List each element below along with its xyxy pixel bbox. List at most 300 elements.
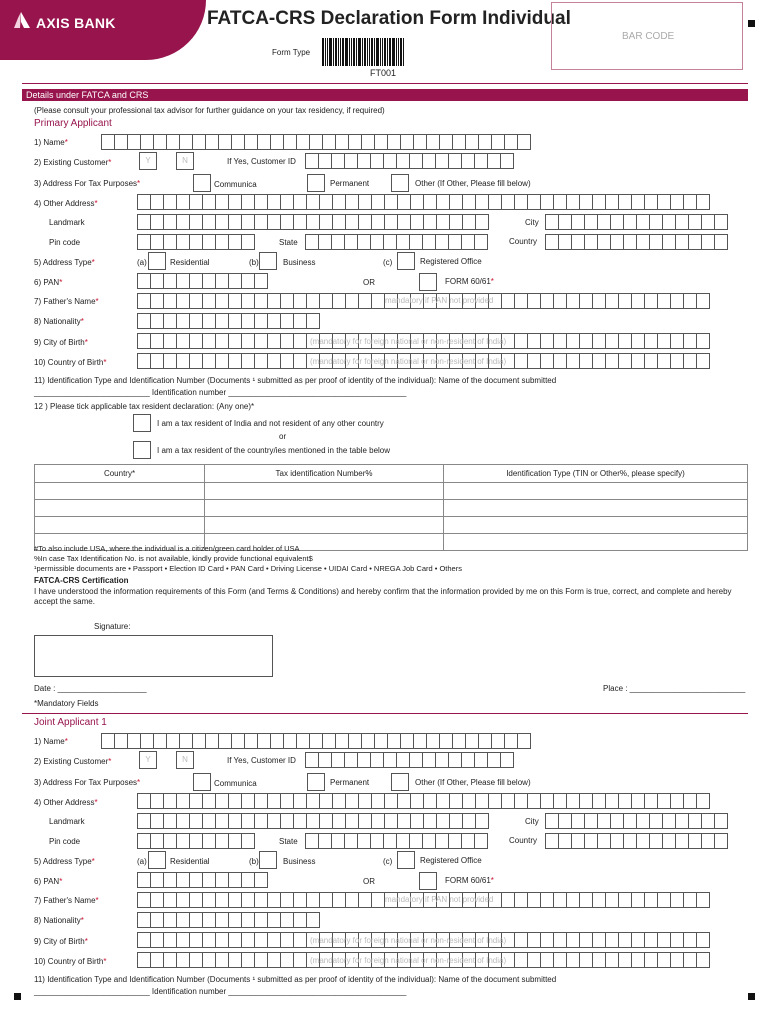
char-cell[interactable] (267, 912, 281, 928)
char-cell[interactable] (383, 153, 397, 169)
char-cell[interactable] (176, 892, 190, 908)
char-cell[interactable] (592, 932, 606, 948)
char-cell[interactable] (257, 733, 271, 749)
char-cell[interactable] (241, 333, 255, 349)
char-cell[interactable] (189, 833, 203, 849)
char-cell[interactable] (267, 932, 281, 948)
char-cell[interactable] (475, 813, 489, 829)
char-cell[interactable] (228, 234, 242, 250)
char-cell[interactable] (358, 813, 372, 829)
tin-cell[interactable] (205, 517, 444, 534)
char-cell[interactable] (228, 833, 242, 849)
char-cell[interactable] (345, 194, 359, 210)
char-cell[interactable] (423, 214, 437, 230)
char-cell[interactable] (436, 813, 450, 829)
char-cell[interactable] (465, 733, 479, 749)
char-cell[interactable] (449, 793, 463, 809)
char-cell[interactable] (605, 793, 619, 809)
char-cell[interactable] (306, 793, 320, 809)
char-cell[interactable] (374, 134, 388, 150)
char-cell[interactable] (241, 872, 255, 888)
char-cell[interactable] (202, 194, 216, 210)
char-cell[interactable] (163, 813, 177, 829)
char-cell[interactable] (623, 214, 637, 230)
char-cell[interactable] (140, 134, 154, 150)
char-cell[interactable] (540, 932, 554, 948)
char-cell[interactable] (280, 952, 294, 968)
char-cell[interactable] (400, 134, 414, 150)
char-cell[interactable] (579, 194, 593, 210)
char-cell[interactable] (163, 313, 177, 329)
char-cell[interactable] (461, 752, 475, 768)
char-cell[interactable] (488, 194, 502, 210)
char-cell[interactable] (241, 793, 255, 809)
char-cell[interactable] (358, 793, 372, 809)
char-cell[interactable] (267, 793, 281, 809)
char-cell[interactable] (631, 353, 645, 369)
char-cell[interactable] (280, 214, 294, 230)
char-cell[interactable] (309, 733, 323, 749)
char-cell[interactable] (501, 892, 515, 908)
char-cell[interactable] (150, 912, 164, 928)
char-cell[interactable] (701, 833, 715, 849)
char-cell[interactable] (176, 952, 190, 968)
char-cell[interactable] (527, 353, 541, 369)
char-cell[interactable] (592, 333, 606, 349)
char-cell[interactable] (423, 194, 437, 210)
char-cell[interactable] (422, 833, 436, 849)
char-cell[interactable] (409, 153, 423, 169)
char-cell[interactable] (358, 293, 372, 309)
char-cell[interactable] (644, 892, 658, 908)
char-cell[interactable] (241, 833, 255, 849)
char-cell[interactable] (296, 733, 310, 749)
char-cell[interactable] (374, 733, 388, 749)
char-cell[interactable] (566, 333, 580, 349)
char-cell[interactable] (202, 813, 216, 829)
char-cell[interactable] (254, 912, 268, 928)
char-cell[interactable] (517, 733, 531, 749)
char-cell[interactable] (636, 833, 650, 849)
char-cell[interactable] (357, 234, 371, 250)
char-cell[interactable] (696, 293, 710, 309)
char-cell[interactable] (474, 234, 488, 250)
char-cell[interactable] (344, 153, 358, 169)
char-cell[interactable] (150, 214, 164, 230)
char-cell[interactable] (176, 932, 190, 948)
char-cell[interactable] (662, 214, 676, 230)
char-cell[interactable] (657, 793, 671, 809)
char-cell[interactable] (306, 214, 320, 230)
char-cell[interactable] (649, 214, 663, 230)
char-cell[interactable] (319, 892, 333, 908)
char-cell[interactable] (228, 813, 242, 829)
char-cell[interactable] (701, 813, 715, 829)
char-cell[interactable] (623, 833, 637, 849)
char-cell[interactable] (228, 194, 242, 210)
char-cell[interactable] (584, 833, 598, 849)
communica-checkbox[interactable] (193, 174, 211, 192)
char-cell[interactable] (179, 134, 193, 150)
city-input[interactable] (545, 813, 728, 829)
char-cell[interactable] (215, 214, 229, 230)
char-cell[interactable] (228, 932, 242, 948)
char-cell[interactable] (293, 952, 307, 968)
char-cell[interactable] (514, 892, 528, 908)
char-cell[interactable] (296, 134, 310, 150)
char-cell[interactable] (670, 194, 684, 210)
char-cell[interactable] (514, 333, 528, 349)
char-cell[interactable] (396, 833, 410, 849)
char-cell[interactable] (280, 313, 294, 329)
char-cell[interactable] (618, 353, 632, 369)
nationality-input[interactable] (137, 912, 320, 928)
char-cell[interactable] (461, 234, 475, 250)
char-cell[interactable] (137, 273, 151, 289)
residential-checkbox[interactable] (148, 851, 166, 869)
char-cell[interactable] (150, 313, 164, 329)
char-cell[interactable] (319, 194, 333, 210)
char-cell[interactable] (487, 752, 501, 768)
char-cell[interactable] (254, 333, 268, 349)
char-cell[interactable] (644, 793, 658, 809)
char-cell[interactable] (474, 752, 488, 768)
id-type-cell[interactable] (444, 534, 748, 551)
char-cell[interactable] (478, 134, 492, 150)
char-cell[interactable] (410, 214, 424, 230)
char-cell[interactable] (670, 353, 684, 369)
char-cell[interactable] (137, 793, 151, 809)
char-cell[interactable] (358, 194, 372, 210)
char-cell[interactable] (331, 234, 345, 250)
char-cell[interactable] (618, 293, 632, 309)
char-cell[interactable] (228, 892, 242, 908)
char-cell[interactable] (584, 813, 598, 829)
char-cell[interactable] (254, 793, 268, 809)
char-cell[interactable] (345, 214, 359, 230)
char-cell[interactable] (202, 214, 216, 230)
char-cell[interactable] (410, 194, 424, 210)
char-cell[interactable] (517, 134, 531, 150)
char-cell[interactable] (500, 752, 514, 768)
char-cell[interactable] (231, 733, 245, 749)
char-cell[interactable] (202, 234, 216, 250)
char-cell[interactable] (545, 234, 559, 250)
customer-id-input[interactable] (305, 153, 514, 169)
char-cell[interactable] (150, 813, 164, 829)
char-cell[interactable] (397, 194, 411, 210)
char-cell[interactable] (436, 793, 450, 809)
char-cell[interactable] (462, 793, 476, 809)
char-cell[interactable] (176, 912, 190, 928)
char-cell[interactable] (305, 153, 319, 169)
other-address-checkbox[interactable] (391, 773, 409, 791)
char-cell[interactable] (675, 833, 689, 849)
char-cell[interactable] (163, 912, 177, 928)
char-cell[interactable] (462, 194, 476, 210)
char-cell[interactable] (306, 813, 320, 829)
char-cell[interactable] (566, 353, 580, 369)
char-cell[interactable] (267, 313, 281, 329)
char-cell[interactable] (610, 214, 624, 230)
char-cell[interactable] (215, 813, 229, 829)
char-cell[interactable] (189, 793, 203, 809)
char-cell[interactable] (449, 813, 463, 829)
char-cell[interactable] (202, 932, 216, 948)
business-checkbox[interactable] (259, 851, 277, 869)
char-cell[interactable] (254, 214, 268, 230)
char-cell[interactable] (436, 214, 450, 230)
char-cell[interactable] (137, 293, 151, 309)
char-cell[interactable] (267, 333, 281, 349)
char-cell[interactable] (176, 333, 190, 349)
char-cell[interactable] (396, 153, 410, 169)
char-cell[interactable] (293, 932, 307, 948)
char-cell[interactable] (163, 952, 177, 968)
char-cell[interactable] (137, 952, 151, 968)
char-cell[interactable] (332, 194, 346, 210)
char-cell[interactable] (527, 932, 541, 948)
char-cell[interactable] (319, 813, 333, 829)
char-cell[interactable] (657, 952, 671, 968)
char-cell[interactable] (241, 234, 255, 250)
char-cell[interactable] (701, 214, 715, 230)
char-cell[interactable] (305, 752, 319, 768)
char-cell[interactable] (166, 733, 180, 749)
char-cell[interactable] (205, 134, 219, 150)
char-cell[interactable] (610, 813, 624, 829)
char-cell[interactable] (683, 293, 697, 309)
char-cell[interactable] (409, 234, 423, 250)
char-cell[interactable] (545, 833, 559, 849)
char-cell[interactable] (293, 194, 307, 210)
char-cell[interactable] (215, 293, 229, 309)
char-cell[interactable] (439, 134, 453, 150)
char-cell[interactable] (228, 793, 242, 809)
char-cell[interactable] (592, 892, 606, 908)
char-cell[interactable] (163, 892, 177, 908)
char-cell[interactable] (649, 813, 663, 829)
char-cell[interactable] (370, 752, 384, 768)
business-checkbox[interactable] (259, 252, 277, 270)
char-cell[interactable] (305, 234, 319, 250)
char-cell[interactable] (383, 833, 397, 849)
char-cell[interactable] (306, 293, 320, 309)
char-cell[interactable] (150, 872, 164, 888)
form-60-checkbox[interactable] (419, 273, 437, 291)
char-cell[interactable] (452, 134, 466, 150)
char-cell[interactable] (137, 912, 151, 928)
char-cell[interactable] (244, 134, 258, 150)
char-cell[interactable] (448, 752, 462, 768)
char-cell[interactable] (383, 752, 397, 768)
name-input[interactable] (101, 733, 531, 749)
char-cell[interactable] (202, 872, 216, 888)
char-cell[interactable] (462, 214, 476, 230)
char-cell[interactable] (597, 214, 611, 230)
char-cell[interactable] (137, 932, 151, 948)
char-cell[interactable] (491, 134, 505, 150)
char-cell[interactable] (371, 293, 385, 309)
char-cell[interactable] (501, 293, 515, 309)
char-cell[interactable] (257, 134, 271, 150)
char-cell[interactable] (202, 952, 216, 968)
char-cell[interactable] (332, 813, 346, 829)
char-cell[interactable] (176, 313, 190, 329)
char-cell[interactable] (631, 194, 645, 210)
char-cell[interactable] (571, 234, 585, 250)
char-cell[interactable] (267, 892, 281, 908)
char-cell[interactable] (215, 912, 229, 928)
char-cell[interactable] (202, 333, 216, 349)
char-cell[interactable] (267, 214, 281, 230)
char-cell[interactable] (150, 194, 164, 210)
char-cell[interactable] (371, 892, 385, 908)
char-cell[interactable] (137, 892, 151, 908)
char-cell[interactable] (348, 733, 362, 749)
char-cell[interactable] (579, 892, 593, 908)
char-cell[interactable] (714, 833, 728, 849)
char-cell[interactable] (176, 353, 190, 369)
char-cell[interactable] (636, 813, 650, 829)
char-cell[interactable] (422, 153, 436, 169)
char-cell[interactable] (176, 214, 190, 230)
char-cell[interactable] (215, 872, 229, 888)
char-cell[interactable] (101, 733, 115, 749)
char-cell[interactable] (306, 313, 320, 329)
char-cell[interactable] (696, 194, 710, 210)
char-cell[interactable] (605, 353, 619, 369)
char-cell[interactable] (318, 833, 332, 849)
char-cell[interactable] (649, 833, 663, 849)
char-cell[interactable] (306, 912, 320, 928)
char-cell[interactable] (566, 793, 580, 809)
char-cell[interactable] (254, 932, 268, 948)
char-cell[interactable] (683, 353, 697, 369)
pin-code-input[interactable] (137, 833, 255, 849)
char-cell[interactable] (228, 313, 242, 329)
char-cell[interactable] (553, 952, 567, 968)
landmark-input[interactable] (137, 813, 489, 829)
char-cell[interactable] (605, 293, 619, 309)
char-cell[interactable] (696, 353, 710, 369)
city-input[interactable] (545, 214, 728, 230)
char-cell[interactable] (571, 833, 585, 849)
char-cell[interactable] (605, 952, 619, 968)
char-cell[interactable] (176, 813, 190, 829)
char-cell[interactable] (179, 733, 193, 749)
other-address-checkbox[interactable] (391, 174, 409, 192)
char-cell[interactable] (150, 833, 164, 849)
char-cell[interactable] (357, 833, 371, 849)
char-cell[interactable] (254, 353, 268, 369)
char-cell[interactable] (683, 333, 697, 349)
char-cell[interactable] (137, 872, 151, 888)
char-cell[interactable] (688, 833, 702, 849)
char-cell[interactable] (545, 813, 559, 829)
char-cell[interactable] (332, 892, 346, 908)
char-cell[interactable] (500, 153, 514, 169)
char-cell[interactable] (293, 214, 307, 230)
char-cell[interactable] (280, 932, 294, 948)
char-cell[interactable] (370, 153, 384, 169)
char-cell[interactable] (189, 872, 203, 888)
char-cell[interactable] (527, 793, 541, 809)
char-cell[interactable] (571, 214, 585, 230)
pin-code-input[interactable] (137, 234, 255, 250)
char-cell[interactable] (683, 892, 697, 908)
char-cell[interactable] (423, 813, 437, 829)
char-cell[interactable] (244, 733, 258, 749)
char-cell[interactable] (670, 293, 684, 309)
char-cell[interactable] (675, 813, 689, 829)
char-cell[interactable] (579, 952, 593, 968)
char-cell[interactable] (579, 353, 593, 369)
char-cell[interactable] (280, 353, 294, 369)
char-cell[interactable] (605, 333, 619, 349)
char-cell[interactable] (189, 333, 203, 349)
char-cell[interactable] (636, 234, 650, 250)
char-cell[interactable] (189, 273, 203, 289)
char-cell[interactable] (202, 353, 216, 369)
registered-office-checkbox[interactable] (397, 252, 415, 270)
char-cell[interactable] (150, 234, 164, 250)
char-cell[interactable] (150, 293, 164, 309)
char-cell[interactable] (413, 733, 427, 749)
char-cell[interactable] (610, 234, 624, 250)
char-cell[interactable] (579, 793, 593, 809)
char-cell[interactable] (241, 293, 255, 309)
char-cell[interactable] (475, 194, 489, 210)
char-cell[interactable] (254, 273, 268, 289)
char-cell[interactable] (189, 313, 203, 329)
char-cell[interactable] (189, 293, 203, 309)
char-cell[interactable] (254, 892, 268, 908)
char-cell[interactable] (514, 952, 528, 968)
char-cell[interactable] (163, 353, 177, 369)
char-cell[interactable] (644, 932, 658, 948)
communica-checkbox[interactable] (193, 773, 211, 791)
char-cell[interactable] (370, 833, 384, 849)
char-cell[interactable] (371, 214, 385, 230)
char-cell[interactable] (566, 932, 580, 948)
country-input[interactable] (545, 234, 728, 250)
char-cell[interactable] (270, 134, 284, 150)
char-cell[interactable] (137, 813, 151, 829)
char-cell[interactable] (514, 932, 528, 948)
char-cell[interactable] (461, 153, 475, 169)
char-cell[interactable] (322, 134, 336, 150)
char-cell[interactable] (140, 733, 154, 749)
char-cell[interactable] (597, 833, 611, 849)
char-cell[interactable] (371, 194, 385, 210)
char-cell[interactable] (176, 293, 190, 309)
char-cell[interactable] (254, 813, 268, 829)
char-cell[interactable] (280, 912, 294, 928)
char-cell[interactable] (189, 353, 203, 369)
char-cell[interactable] (514, 793, 528, 809)
char-cell[interactable] (504, 733, 518, 749)
char-cell[interactable] (553, 932, 567, 948)
country-cell[interactable] (35, 517, 205, 534)
permanent-checkbox[interactable] (307, 174, 325, 192)
char-cell[interactable] (176, 273, 190, 289)
char-cell[interactable] (189, 912, 203, 928)
char-cell[interactable] (331, 833, 345, 849)
char-cell[interactable] (361, 733, 375, 749)
residential-checkbox[interactable] (148, 252, 166, 270)
char-cell[interactable] (127, 733, 141, 749)
